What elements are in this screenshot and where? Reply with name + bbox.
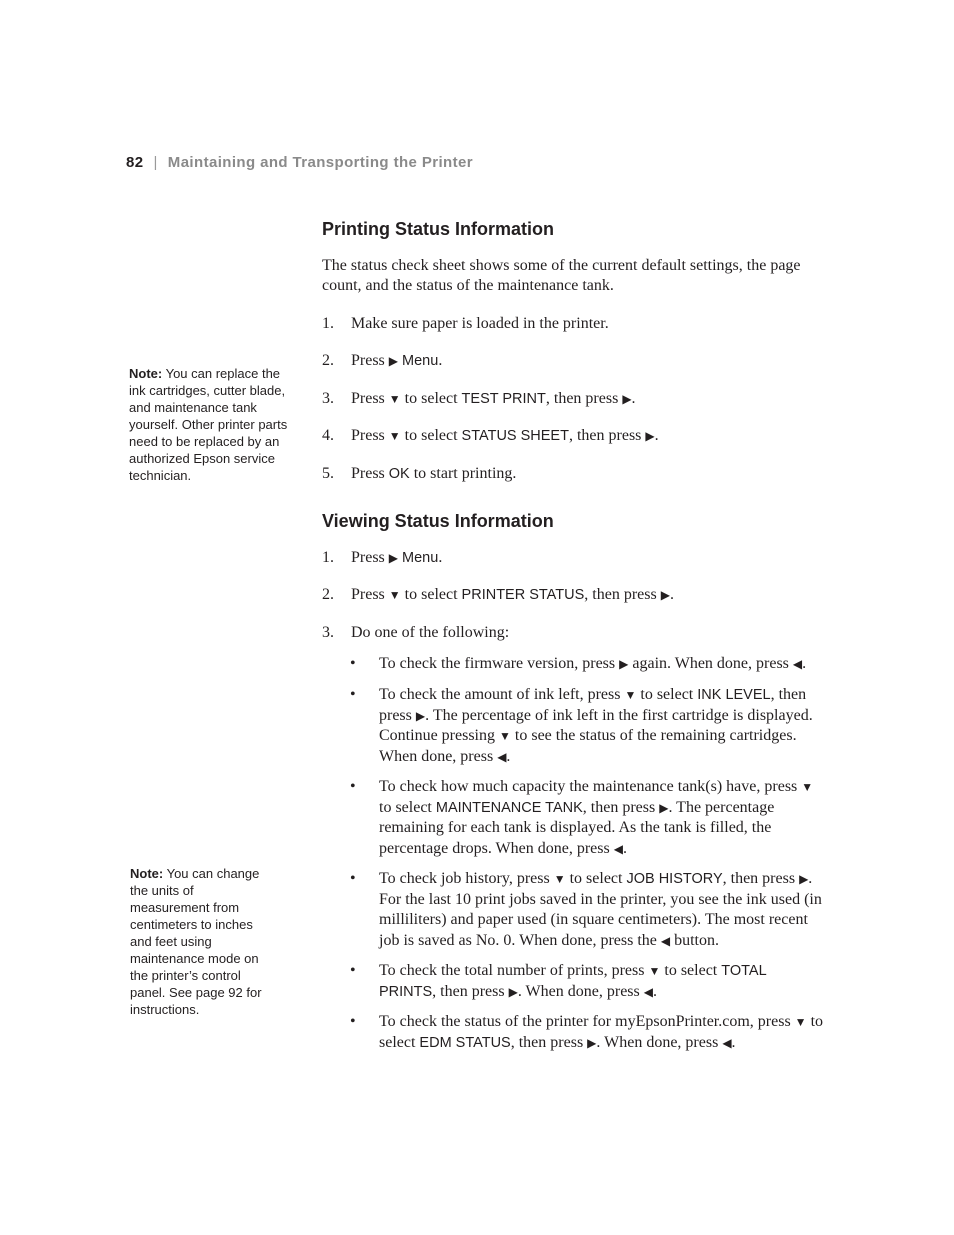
right-arrow-icon: ▶ xyxy=(799,872,809,886)
left-arrow-icon: ◀ xyxy=(722,1035,732,1050)
step-text: Press xyxy=(351,465,389,482)
step-item xyxy=(322,548,827,568)
text-run: . The percentage remaining for each tank is displayed. As the tank is filled, the percentage drops. When done, press xyxy=(379,798,775,857)
bullet-text xyxy=(379,869,826,951)
right-arrow-icon: ▶ xyxy=(388,354,399,368)
step-text: . xyxy=(654,427,659,444)
left-arrow-icon: ◀ xyxy=(497,749,507,764)
down-arrow-icon: ▼ xyxy=(553,872,566,886)
right-arrow-icon: ▶ xyxy=(659,800,669,815)
step-text: Press xyxy=(351,549,389,566)
bullet-dot: • xyxy=(350,655,356,672)
text-run: To check job history, press xyxy=(379,870,554,887)
step-text: , then press xyxy=(584,586,661,603)
step-text: . xyxy=(438,352,443,369)
step-text: . xyxy=(438,549,443,566)
step-item xyxy=(322,623,827,643)
step-text: . xyxy=(669,586,674,603)
bullet-firmware xyxy=(350,654,826,675)
text-run: button. xyxy=(670,931,719,949)
text-run: to select xyxy=(660,962,722,979)
bullet-text xyxy=(379,961,826,1002)
step-item xyxy=(322,585,827,605)
bullet-edm-status xyxy=(350,1012,826,1053)
step-number: 5. xyxy=(322,465,334,482)
bullet-maintenance-tank xyxy=(350,777,826,859)
down-arrow-icon: ▼ xyxy=(388,392,401,406)
bullet-dot: • xyxy=(350,686,356,703)
text-run: , then press xyxy=(379,686,807,724)
down-arrow-icon: ▼ xyxy=(388,429,401,443)
margin-note-replace-parts xyxy=(129,365,289,484)
left-arrow-icon: ◀ xyxy=(660,933,671,948)
text-run: To check the firmware version, press xyxy=(379,655,620,672)
bullet-dot: • xyxy=(350,778,356,795)
right-arrow-icon: ▶ xyxy=(645,429,655,443)
running-header xyxy=(126,154,473,171)
right-arrow-icon: ▶ xyxy=(508,984,518,999)
text-run: . xyxy=(506,747,511,765)
step-number: 1. xyxy=(322,315,334,332)
text-run: . xyxy=(652,982,657,1000)
text-run: to select xyxy=(565,870,627,887)
bullet-text xyxy=(379,685,826,767)
margin-note-units xyxy=(130,865,275,1018)
down-arrow-icon: ▼ xyxy=(388,588,401,602)
down-arrow-icon: ▼ xyxy=(624,688,637,702)
bullet-text xyxy=(379,1012,826,1053)
step-text: Press xyxy=(351,427,389,444)
step-text: . xyxy=(631,390,636,407)
section-intro: The status check sheet shows some of the current default settings, the page count, and the status of the maintenance tank. xyxy=(322,257,801,294)
bullet-job-history xyxy=(350,869,826,951)
text-run: to select xyxy=(379,1013,824,1051)
bullet-dot: • xyxy=(350,1013,356,1030)
step-number: 1. xyxy=(322,549,334,566)
step-text: Make sure paper is loaded in the printer. xyxy=(351,315,609,332)
text-run: to select xyxy=(636,686,698,703)
text-run: To check the total number of prints, press xyxy=(379,962,649,979)
text-run: To check the status of the printer for myEpsonPrinter.com, press xyxy=(379,1013,795,1030)
text-run: to select xyxy=(379,798,436,816)
right-arrow-icon: ▶ xyxy=(622,392,632,406)
ui-term: EDM STATUS xyxy=(419,1034,511,1051)
ui-term: STATUS SHEET xyxy=(461,428,569,444)
text-run: . xyxy=(622,839,627,857)
header-separator: | xyxy=(153,154,158,171)
text-run: To check the amount of ink left, press xyxy=(379,686,625,703)
section-heading-printing-status: Printing Status Information xyxy=(322,219,554,239)
step-text: Press xyxy=(351,390,389,407)
ui-term: OK xyxy=(388,466,410,482)
bullet-total-prints xyxy=(350,961,826,1002)
ui-term: PRINTER STATUS xyxy=(461,587,585,603)
step-number: 2. xyxy=(322,586,334,603)
down-arrow-icon: ▼ xyxy=(801,780,814,794)
text-run: . xyxy=(731,1033,736,1051)
step-item xyxy=(322,426,827,446)
down-arrow-icon: ▼ xyxy=(499,729,511,743)
step-text: Press xyxy=(351,352,389,369)
text-run: , then press xyxy=(722,870,800,887)
note-label: Note: xyxy=(129,366,163,381)
left-arrow-icon: ◀ xyxy=(643,984,653,999)
bullet-dot: • xyxy=(350,962,356,979)
right-arrow-icon: ▶ xyxy=(619,657,629,671)
step-text: to start printing. xyxy=(409,465,517,482)
page-number: 82 xyxy=(126,154,144,171)
step-text: , then press xyxy=(545,390,623,407)
text-run: , then press xyxy=(582,798,660,816)
bullet-dot: • xyxy=(350,870,356,887)
ui-term: MAINTENANCE TANK xyxy=(435,799,583,816)
right-arrow-icon: ▶ xyxy=(587,1035,597,1050)
ui-term: TOTAL PRINTS xyxy=(379,963,767,1000)
section-heading-viewing-status: Viewing Status Information xyxy=(322,511,554,531)
left-arrow-icon: ◀ xyxy=(792,657,803,671)
down-arrow-icon: ▼ xyxy=(648,964,661,978)
text-run: To check how much capacity the maintenance tank(s) have, press xyxy=(379,778,802,795)
ui-term: Menu xyxy=(398,353,439,369)
step-number: 3. xyxy=(322,390,334,407)
bullet-text xyxy=(379,777,826,859)
ui-term: INK LEVEL xyxy=(697,687,771,703)
left-arrow-icon: ◀ xyxy=(613,841,623,856)
step-text: to select xyxy=(400,586,462,603)
step-item xyxy=(322,464,827,484)
text-run: . When done, press xyxy=(596,1033,723,1051)
chapter-title: Maintaining and Transporting the Printer xyxy=(167,154,473,171)
step-item xyxy=(322,389,827,409)
note-text: You can replace the ink cartridges, cutter blade, and maintenance tank yourself. Other printer parts need to be replaced by an authorized Epson service technician. xyxy=(129,366,288,483)
ui-term: Menu xyxy=(398,550,439,566)
ui-term: TEST PRINT xyxy=(461,391,546,407)
step-number: 4. xyxy=(322,427,334,444)
text-run: . When done, press xyxy=(517,982,644,1000)
text-run: again. When done, press xyxy=(628,655,793,672)
note-label: Note: xyxy=(130,866,164,881)
note-text: You can change the units of measurement from centimeters to inches and feet using maintenance mode on the printer’s control panel. See page 92 for instructions. xyxy=(130,866,262,1017)
text-run: . The percentage of ink left in the first cartridge is displayed. Continue pressing xyxy=(379,706,813,744)
right-arrow-icon: ▶ xyxy=(388,551,399,565)
text-run: to see the status of the remaining cartridges. When done, press xyxy=(379,727,797,765)
step-item xyxy=(322,351,827,371)
text-run: . For the last 10 print jobs saved in the printer, you see the ink used (in milliliters) and paper used (in square centimeters). The most recent job is saved as No. 0. When done, press the xyxy=(379,870,822,949)
step-text: , then press xyxy=(568,427,646,444)
step-text: to select xyxy=(400,390,462,407)
text-run: , then press xyxy=(432,982,509,1000)
step-text: to select xyxy=(400,427,462,444)
ui-term: JOB HISTORY xyxy=(626,871,723,887)
bullet-ink-level xyxy=(350,685,826,767)
step-item xyxy=(322,314,827,334)
text-run: . xyxy=(802,655,807,672)
text-run: , then press xyxy=(510,1033,588,1051)
down-arrow-icon: ▼ xyxy=(794,1015,807,1029)
step-text: Do one of the following: xyxy=(351,624,510,641)
step-text: Press xyxy=(351,586,389,603)
step-number: 2. xyxy=(322,352,334,369)
step-number: 3. xyxy=(322,624,334,641)
bullet-text xyxy=(379,654,826,675)
right-arrow-icon: ▶ xyxy=(415,708,426,723)
right-arrow-icon: ▶ xyxy=(660,588,670,602)
